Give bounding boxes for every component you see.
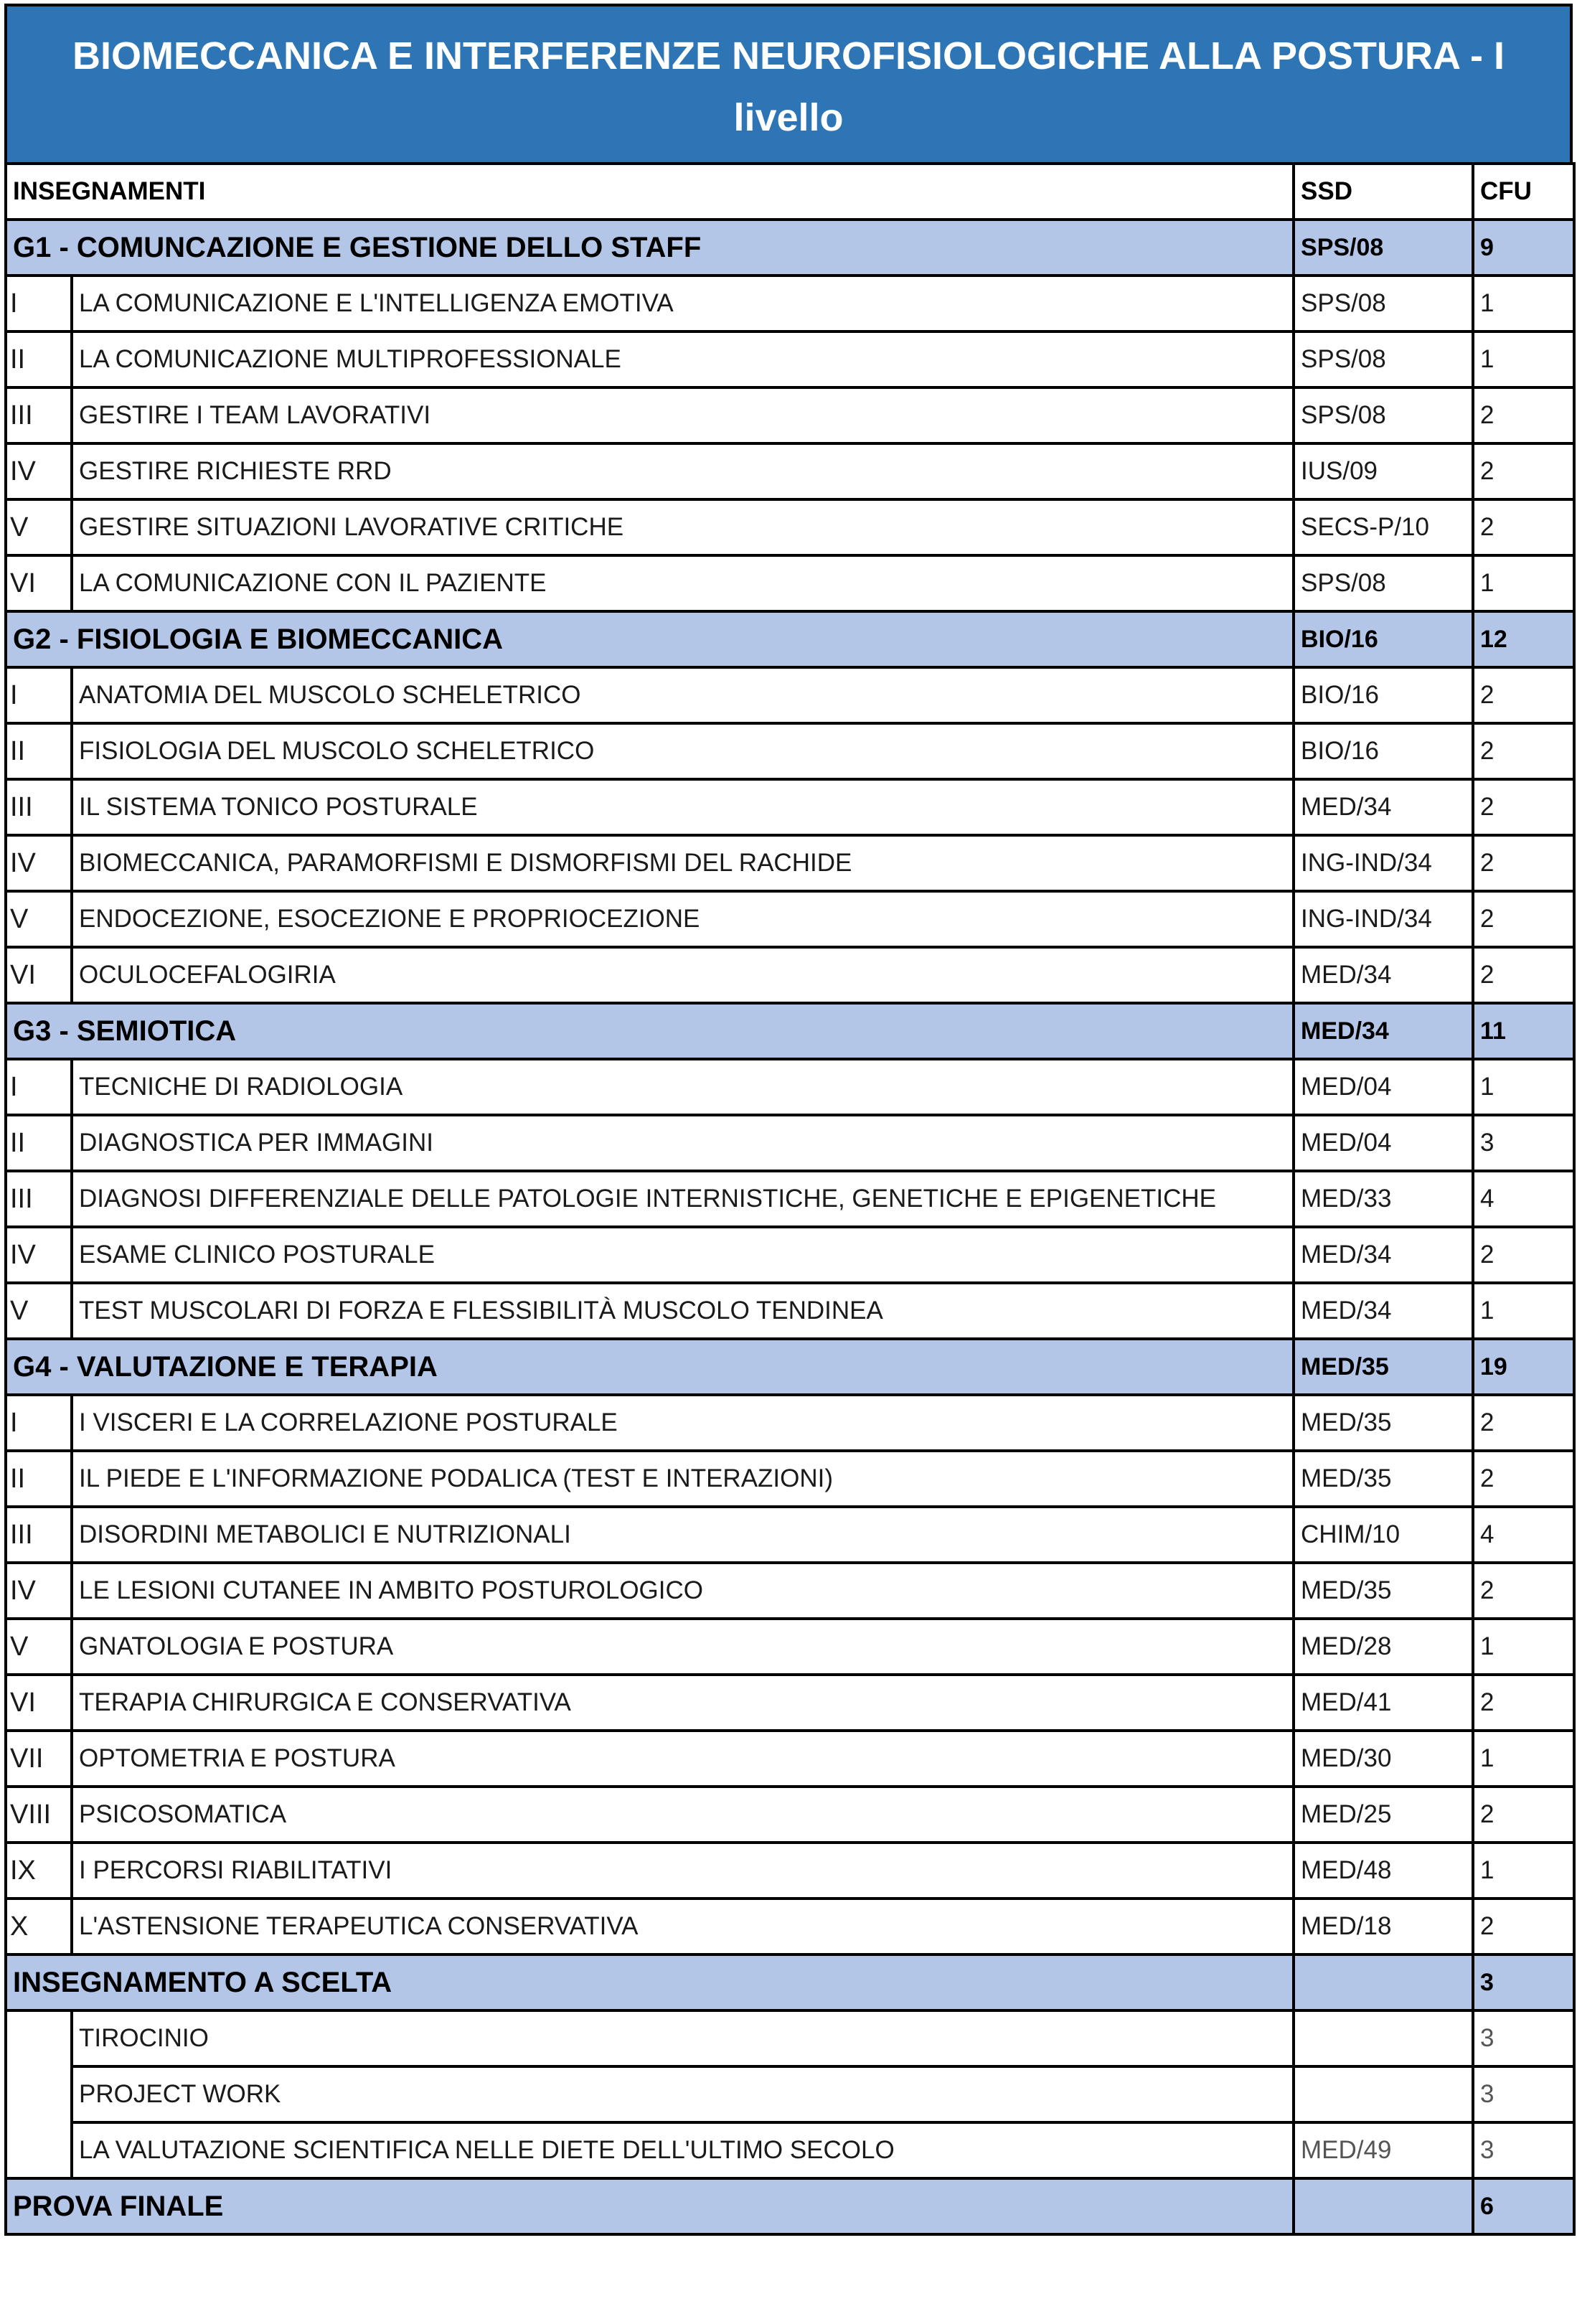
course-name: ENDOCEZIONE, ESOCEZIONE E PROPRIOCEZIONE bbox=[72, 891, 1294, 947]
header-insegnamenti: INSEGNAMENTI bbox=[6, 164, 1294, 220]
table-row bbox=[6, 1283, 1574, 1339]
course-name: LA COMUNICAZIONE MULTIPROFESSIONALE bbox=[72, 331, 1294, 387]
course-cfu: 2 bbox=[1473, 1675, 1574, 1731]
table-row bbox=[6, 779, 1574, 835]
scelta-cfu: 3 bbox=[1473, 1954, 1574, 2010]
row-number: IV bbox=[6, 1227, 72, 1283]
table-row bbox=[6, 1619, 1574, 1675]
course-name: GESTIRE RICHIESTE RRD bbox=[72, 443, 1294, 499]
course-ssd: MED/35 bbox=[1294, 1395, 1473, 1451]
title-line-2: livello bbox=[733, 96, 844, 139]
course-cfu: 2 bbox=[1473, 947, 1574, 1003]
course-cfu: 2 bbox=[1473, 723, 1574, 779]
row-number: I bbox=[6, 667, 72, 723]
course-cfu: 2 bbox=[1473, 1563, 1574, 1619]
row-number: III bbox=[6, 1171, 72, 1227]
blank-number-cell bbox=[6, 2010, 72, 2178]
course-cfu: 1 bbox=[1473, 1731, 1574, 1787]
course-name: GNATOLOGIA E POSTURA bbox=[72, 1619, 1294, 1675]
course-ssd: MED/49 bbox=[1294, 2122, 1473, 2178]
course-ssd: MED/28 bbox=[1294, 1619, 1473, 1675]
group-cfu: 19 bbox=[1473, 1339, 1574, 1395]
courses-table-body bbox=[6, 164, 1574, 2234]
table-row bbox=[6, 1843, 1574, 1899]
course-cfu: 2 bbox=[1473, 835, 1574, 891]
page-title bbox=[4, 4, 1573, 162]
course-cfu: 1 bbox=[1473, 1059, 1574, 1115]
course-cfu: 2 bbox=[1473, 1787, 1574, 1843]
table-header-row bbox=[6, 164, 1574, 220]
course-name: DIAGNOSTICA PER IMMAGINI bbox=[72, 1115, 1294, 1171]
group-cfu: 12 bbox=[1473, 611, 1574, 667]
course-ssd: MED/04 bbox=[1294, 1059, 1473, 1115]
course-cfu: 3 bbox=[1473, 2122, 1574, 2178]
group-row bbox=[6, 1003, 1574, 1059]
row-number: V bbox=[6, 1283, 72, 1339]
course-name: IL PIEDE E L'INFORMAZIONE PODALICA (TEST E INTERAZIONI) bbox=[72, 1451, 1294, 1507]
course-ssd: SPS/08 bbox=[1294, 331, 1473, 387]
course-cfu: 3 bbox=[1473, 2010, 1574, 2066]
row-number: II bbox=[6, 1451, 72, 1507]
course-ssd: MED/34 bbox=[1294, 947, 1473, 1003]
course-cfu: 2 bbox=[1473, 443, 1574, 499]
course-cfu: 1 bbox=[1473, 555, 1574, 611]
course-cfu: 2 bbox=[1473, 891, 1574, 947]
course-name: TIROCINIO bbox=[72, 2010, 1294, 2066]
course-cfu: 3 bbox=[1473, 2066, 1574, 2122]
row-number: I bbox=[6, 1395, 72, 1451]
course-cfu: 2 bbox=[1473, 1451, 1574, 1507]
course-cfu: 1 bbox=[1473, 1283, 1574, 1339]
course-cfu: 4 bbox=[1473, 1171, 1574, 1227]
course-name: ANATOMIA DEL MUSCOLO SCHELETRICO bbox=[72, 667, 1294, 723]
table-row bbox=[6, 2122, 1574, 2178]
course-ssd: MED/48 bbox=[1294, 1843, 1473, 1899]
scelta-ssd bbox=[1294, 1954, 1473, 2010]
group-label: G3 - SEMIOTICA bbox=[6, 1003, 1294, 1059]
row-number: II bbox=[6, 723, 72, 779]
course-ssd: MED/34 bbox=[1294, 1227, 1473, 1283]
courses-table bbox=[4, 162, 1576, 2236]
course-name: TECNICHE DI RADIOLOGIA bbox=[72, 1059, 1294, 1115]
table-row bbox=[6, 499, 1574, 555]
course-ssd: MED/34 bbox=[1294, 1283, 1473, 1339]
finale-row bbox=[6, 2178, 1574, 2234]
course-ssd: SPS/08 bbox=[1294, 276, 1473, 331]
course-name: I PERCORSI RIABILITATIVI bbox=[72, 1843, 1294, 1899]
course-cfu: 2 bbox=[1473, 779, 1574, 835]
course-ssd: SECS-P/10 bbox=[1294, 499, 1473, 555]
course-cfu: 1 bbox=[1473, 1619, 1574, 1675]
row-number: V bbox=[6, 499, 72, 555]
course-name: BIOMECCANICA, PARAMORFISMI E DISMORFISMI DEL RACHIDE bbox=[72, 835, 1294, 891]
finale-label: PROVA FINALE bbox=[6, 2178, 1294, 2234]
group-ssd: MED/35 bbox=[1294, 1339, 1473, 1395]
group-label: G4 - VALUTAZIONE E TERAPIA bbox=[6, 1339, 1294, 1395]
course-cfu: 1 bbox=[1473, 276, 1574, 331]
course-name: TEST MUSCOLARI DI FORZA E FLESSIBILITÀ MUSCOLO TENDINEA bbox=[72, 1283, 1294, 1339]
course-ssd: MED/25 bbox=[1294, 1787, 1473, 1843]
header-ssd: SSD bbox=[1294, 164, 1473, 220]
group-ssd: SPS/08 bbox=[1294, 220, 1473, 276]
scelta-group-row bbox=[6, 1954, 1574, 2010]
course-name: I VISCERI E LA CORRELAZIONE POSTURALE bbox=[72, 1395, 1294, 1451]
course-ssd: ING-IND/34 bbox=[1294, 891, 1473, 947]
course-ssd: IUS/09 bbox=[1294, 443, 1473, 499]
curriculum-sheet bbox=[4, 4, 1573, 2236]
course-cfu: 2 bbox=[1473, 667, 1574, 723]
course-ssd: MED/34 bbox=[1294, 779, 1473, 835]
course-ssd: BIO/16 bbox=[1294, 667, 1473, 723]
row-number: IV bbox=[6, 443, 72, 499]
course-name: IL SISTEMA TONICO POSTURALE bbox=[72, 779, 1294, 835]
course-name: TERAPIA CHIRURGICA E CONSERVATIVA bbox=[72, 1675, 1294, 1731]
course-ssd bbox=[1294, 2066, 1473, 2122]
course-ssd: CHIM/10 bbox=[1294, 1507, 1473, 1563]
course-cfu: 2 bbox=[1473, 1899, 1574, 1954]
course-ssd: MED/04 bbox=[1294, 1115, 1473, 1171]
table-row bbox=[6, 1451, 1574, 1507]
table-row bbox=[6, 443, 1574, 499]
course-name: PSICOSOMATICA bbox=[72, 1787, 1294, 1843]
row-number: VI bbox=[6, 947, 72, 1003]
row-number: X bbox=[6, 1899, 72, 1954]
table-row bbox=[6, 1227, 1574, 1283]
course-ssd: MED/35 bbox=[1294, 1563, 1473, 1619]
group-row bbox=[6, 220, 1574, 276]
course-ssd: MED/41 bbox=[1294, 1675, 1473, 1731]
row-number: IV bbox=[6, 835, 72, 891]
row-number: VIII bbox=[6, 1787, 72, 1843]
group-label: G2 - FISIOLOGIA E BIOMECCANICA bbox=[6, 611, 1294, 667]
table-row bbox=[6, 891, 1574, 947]
row-number: VI bbox=[6, 555, 72, 611]
group-row bbox=[6, 1339, 1574, 1395]
row-number: VI bbox=[6, 1675, 72, 1731]
course-name: LA COMUNICAZIONE CON IL PAZIENTE bbox=[72, 555, 1294, 611]
group-ssd: BIO/16 bbox=[1294, 611, 1473, 667]
title-line-1: BIOMECCANICA E INTERFERENZE NEUROFISIOLOGICHE ALLA POSTURA - I bbox=[72, 34, 1505, 77]
row-number: II bbox=[6, 331, 72, 387]
course-ssd: MED/33 bbox=[1294, 1171, 1473, 1227]
course-cfu: 3 bbox=[1473, 1115, 1574, 1171]
row-number: V bbox=[6, 891, 72, 947]
course-name: FISIOLOGIA DEL MUSCOLO SCHELETRICO bbox=[72, 723, 1294, 779]
row-number: I bbox=[6, 1059, 72, 1115]
table-row bbox=[6, 947, 1574, 1003]
group-row bbox=[6, 611, 1574, 667]
course-name: DISORDINI METABOLICI E NUTRIZIONALI bbox=[72, 1507, 1294, 1563]
course-cfu: 1 bbox=[1473, 1843, 1574, 1899]
table-row bbox=[6, 555, 1574, 611]
course-name: GESTIRE SITUAZIONI LAVORATIVE CRITICHE bbox=[72, 499, 1294, 555]
row-number: V bbox=[6, 1619, 72, 1675]
table-row bbox=[6, 1507, 1574, 1563]
course-name: LA COMUNICAZIONE E L'INTELLIGENZA EMOTIVA bbox=[72, 276, 1294, 331]
table-row bbox=[6, 1059, 1574, 1115]
course-cfu: 2 bbox=[1473, 1395, 1574, 1451]
row-number: III bbox=[6, 779, 72, 835]
course-ssd: MED/35 bbox=[1294, 1451, 1473, 1507]
course-cfu: 2 bbox=[1473, 387, 1574, 443]
table-row bbox=[6, 2066, 1574, 2122]
row-number: I bbox=[6, 276, 72, 331]
table-row bbox=[6, 1675, 1574, 1731]
table-row bbox=[6, 1787, 1574, 1843]
course-name: OPTOMETRIA E POSTURA bbox=[72, 1731, 1294, 1787]
row-number: IX bbox=[6, 1843, 72, 1899]
header-cfu: CFU bbox=[1473, 164, 1574, 220]
group-cfu: 9 bbox=[1473, 220, 1574, 276]
course-cfu: 2 bbox=[1473, 1227, 1574, 1283]
course-name: OCULOCEFALOGIRIA bbox=[72, 947, 1294, 1003]
course-cfu: 4 bbox=[1473, 1507, 1574, 1563]
table-row bbox=[6, 1115, 1574, 1171]
course-cfu: 1 bbox=[1473, 331, 1574, 387]
row-number: IV bbox=[6, 1563, 72, 1619]
row-number: III bbox=[6, 1507, 72, 1563]
row-number: III bbox=[6, 387, 72, 443]
table-row bbox=[6, 835, 1574, 891]
group-ssd: MED/34 bbox=[1294, 1003, 1473, 1059]
group-label: G1 - COMUNCAZIONE E GESTIONE DELLO STAFF bbox=[6, 220, 1294, 276]
course-name: DIAGNOSI DIFFERENZIALE DELLE PATOLOGIE INTERNISTICHE, GENETICHE E EPIGENETICHE bbox=[72, 1171, 1294, 1227]
table-row bbox=[6, 1899, 1574, 1954]
course-name: PROJECT WORK bbox=[72, 2066, 1294, 2122]
row-number: VII bbox=[6, 1731, 72, 1787]
finale-ssd bbox=[1294, 2178, 1473, 2234]
group-cfu: 11 bbox=[1473, 1003, 1574, 1059]
course-name: LE LESIONI CUTANEE IN AMBITO POSTUROLOGICO bbox=[72, 1563, 1294, 1619]
course-cfu: 2 bbox=[1473, 499, 1574, 555]
course-ssd bbox=[1294, 2010, 1473, 2066]
table-row bbox=[6, 276, 1574, 331]
course-name: GESTIRE I TEAM LAVORATIVI bbox=[72, 387, 1294, 443]
table-row bbox=[6, 1395, 1574, 1451]
table-row bbox=[6, 667, 1574, 723]
course-ssd: MED/30 bbox=[1294, 1731, 1473, 1787]
table-row bbox=[6, 1563, 1574, 1619]
course-name: ESAME CLINICO POSTURALE bbox=[72, 1227, 1294, 1283]
table-row bbox=[6, 2010, 1574, 2066]
course-ssd: BIO/16 bbox=[1294, 723, 1473, 779]
table-row bbox=[6, 387, 1574, 443]
course-ssd: SPS/08 bbox=[1294, 555, 1473, 611]
table-row bbox=[6, 723, 1574, 779]
course-ssd: ING-IND/34 bbox=[1294, 835, 1473, 891]
row-number: II bbox=[6, 1115, 72, 1171]
course-name: L'ASTENSIONE TERAPEUTICA CONSERVATIVA bbox=[72, 1899, 1294, 1954]
scelta-label: INSEGNAMENTO A SCELTA bbox=[6, 1954, 1294, 2010]
table-row bbox=[6, 331, 1574, 387]
table-row bbox=[6, 1171, 1574, 1227]
course-ssd: MED/18 bbox=[1294, 1899, 1473, 1954]
course-name: LA VALUTAZIONE SCIENTIFICA NELLE DIETE DELL'ULTIMO SECOLO bbox=[72, 2122, 1294, 2178]
course-ssd: SPS/08 bbox=[1294, 387, 1473, 443]
table-row bbox=[6, 1731, 1574, 1787]
finale-cfu: 6 bbox=[1473, 2178, 1574, 2234]
